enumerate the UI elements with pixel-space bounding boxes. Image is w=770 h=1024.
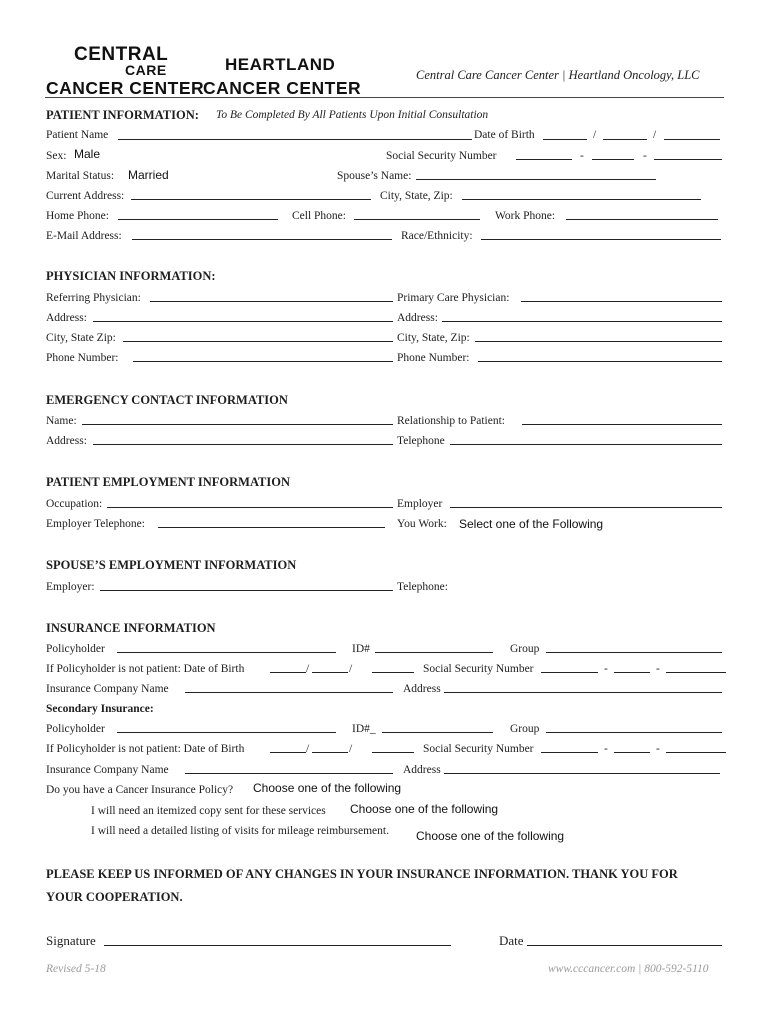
home-phone-label: Home Phone: (46, 210, 109, 222)
emergency-address-label: Address: (46, 435, 87, 447)
secondary-id-label: ID#_ (352, 723, 376, 735)
physician-address-field[interactable] (93, 321, 393, 322)
dob-slash-5: / (306, 743, 310, 755)
secondary-dob-month[interactable] (270, 752, 306, 753)
insurance-company-label: Insurance Company Name (46, 683, 169, 695)
relationship-field[interactable] (522, 424, 722, 425)
sex-label: Sex: (46, 150, 67, 162)
notice-line-2: YOUR COOPERATION. (46, 890, 183, 904)
physician-info-heading: PHYSICIAN INFORMATION: (46, 269, 216, 283)
secondary-address-label: Address (403, 764, 441, 776)
dob-slash-4: / (349, 663, 353, 675)
primary-physician-field[interactable] (521, 301, 722, 302)
dob-slash-3: / (306, 663, 310, 675)
policyholder-dob-day[interactable] (312, 672, 348, 673)
ssn-label: Social Security Number (386, 150, 497, 162)
primary-address-label: Address: (397, 312, 438, 324)
email-field[interactable] (132, 239, 392, 240)
secondary-insurance-label: Secondary Insurance: (46, 703, 154, 715)
logo-heartland-text: HEARTLAND (225, 55, 336, 74)
employer-label: Employer (397, 498, 443, 510)
date-label: Date (499, 933, 524, 948)
mileage-listing-select[interactable]: Choose one of the following (416, 829, 565, 843)
insurance-address-label: Address (403, 683, 441, 695)
spouse-employment-heading: SPOUSE’S EMPLOYMENT INFORMATION (46, 558, 297, 572)
policyholder-dob-month[interactable] (270, 672, 306, 673)
spouse-employer-label: Employer: (46, 581, 95, 593)
marital-status-select[interactable]: Married (128, 168, 169, 182)
marital-status-label: Marital Status: (46, 170, 115, 182)
employer-field[interactable] (450, 507, 722, 508)
emergency-name-label: Name: (46, 415, 77, 427)
policyholder-ssn-2[interactable] (614, 672, 650, 673)
ssn-field-2[interactable] (592, 159, 634, 160)
policyholder-ssn-3[interactable] (666, 672, 726, 673)
insurance-company-field[interactable] (185, 692, 393, 693)
city-state-zip-field[interactable] (462, 199, 701, 200)
physician-city-label: City, State Zip: (46, 332, 116, 344)
ssn-dash-3: - (604, 663, 608, 675)
sex-select[interactable]: Male (74, 147, 101, 161)
secondary-not-patient-label: If Policyholder is not patient: Date of Birth (46, 743, 245, 755)
primary-phone-field[interactable] (478, 361, 722, 362)
id-field[interactable] (375, 652, 493, 653)
physician-phone-label: Phone Number: (46, 352, 119, 364)
city-state-zip-label: City, State, Zip: (380, 190, 453, 202)
group-label: Group (510, 643, 540, 655)
insurance-address-field[interactable] (444, 692, 722, 693)
secondary-ssn-2[interactable] (614, 752, 650, 753)
header-divider (45, 97, 724, 98)
spouse-telephone-label: Telephone: (397, 581, 448, 593)
organization-line: Central Care Cancer Center | Heartland Oncology, LLC (416, 68, 700, 82)
patient-name-field[interactable] (118, 139, 472, 140)
logo-care-text: CARE (125, 62, 167, 78)
revised-note: Revised 5-18 (46, 963, 106, 975)
group-field[interactable] (546, 652, 722, 653)
secondary-dob-day[interactable] (312, 752, 348, 753)
spouse-name-field[interactable] (416, 179, 656, 180)
ssn-field-3[interactable] (654, 159, 722, 160)
physician-city-field[interactable] (123, 341, 393, 342)
secondary-id-field[interactable] (382, 732, 493, 733)
secondary-company-label: Insurance Company Name (46, 764, 169, 776)
emergency-address-field[interactable] (93, 444, 393, 445)
id-label: ID# (352, 643, 370, 655)
ssn-dash-2: - (643, 150, 647, 162)
primary-city-label: City, State, Zip: (397, 332, 470, 344)
secondary-group-label: Group (510, 723, 540, 735)
secondary-ssn-1[interactable] (541, 752, 598, 753)
emergency-telephone-field[interactable] (450, 444, 722, 445)
ssn-dash-5: - (604, 743, 608, 755)
footer-contact: www.cccancer.com | 800-592-5110 (548, 963, 709, 975)
current-address-field[interactable] (131, 199, 371, 200)
occupation-field[interactable] (107, 507, 393, 508)
referring-physician-label: Referring Physician: (46, 292, 141, 304)
occupation-label: Occupation: (46, 498, 103, 510)
primary-physician-label: Primary Care Physician: (397, 292, 510, 304)
cell-phone-field[interactable] (354, 219, 480, 220)
secondary-ssn-3[interactable] (666, 752, 726, 753)
physician-address-label: Address: (46, 312, 87, 324)
logo-cancer-center-text-2: CANCER CENTER (203, 78, 362, 98)
dob-label: Date of Birth (474, 129, 535, 141)
signature-field[interactable] (104, 945, 451, 946)
secondary-policyholder-label: Policyholder (46, 723, 105, 735)
signature-label: Signature (46, 933, 96, 948)
secondary-company-field[interactable] (185, 773, 393, 774)
primary-address-field[interactable] (442, 321, 722, 322)
ssn-field-1[interactable] (516, 159, 572, 160)
policyholder-field[interactable] (117, 652, 336, 653)
spouse-name-label: Spouse’s Name: (337, 170, 412, 182)
insurance-heading: INSURANCE INFORMATION (46, 621, 216, 635)
referring-physician-field[interactable] (150, 301, 393, 302)
ssn-dash-6: - (656, 743, 660, 755)
you-work-select[interactable]: Select one of the Following (459, 517, 604, 531)
you-work-label: You Work: (397, 518, 447, 530)
relationship-label: Relationship to Patient: (397, 415, 505, 427)
mileage-listing-label: I will need a detailed listing of visits for mileage reimbursement. (91, 825, 389, 837)
logo-cancer-center-text: CANCER CENTER (46, 78, 205, 98)
patient-name-label: Patient Name (46, 129, 109, 141)
policyholder-ssn-label: Social Security Number (423, 663, 534, 675)
secondary-dob-year[interactable] (372, 752, 414, 753)
emergency-name-field[interactable] (82, 424, 393, 425)
secondary-policyholder-field[interactable] (117, 732, 336, 733)
secondary-ssn-label: Social Security Number (423, 743, 534, 755)
primary-phone-label: Phone Number: (397, 352, 470, 364)
work-phone-field[interactable] (566, 219, 718, 220)
secondary-group-field[interactable] (546, 732, 722, 733)
dob-day-field[interactable] (603, 139, 647, 140)
emergency-contact-heading: EMERGENCY CONTACT INFORMATION (46, 393, 288, 407)
date-field[interactable] (527, 945, 722, 946)
current-address-label: Current Address: (46, 190, 125, 202)
policyholder-dob-year[interactable] (372, 672, 414, 673)
spouse-employer-field[interactable] (100, 590, 393, 591)
race-field[interactable] (481, 239, 721, 240)
physician-phone-field[interactable] (133, 361, 393, 362)
policyholder-label: Policyholder (46, 643, 105, 655)
dob-month-field[interactable] (543, 139, 587, 140)
employer-telephone-label: Employer Telephone: (46, 518, 145, 530)
cancer-policy-label: Do you have a Cancer Insurance Policy? (46, 784, 234, 796)
cell-phone-label: Cell Phone: (292, 210, 346, 222)
dob-slash-6: / (349, 743, 353, 755)
primary-city-field[interactable] (475, 341, 722, 342)
notice-line-1: PLEASE KEEP US INFORMED OF ANY CHANGES IN YOUR INSURANCE INFORMATION. THANK YOU FOR (46, 867, 678, 881)
employer-telephone-field[interactable] (158, 527, 385, 528)
patient-info-heading: PATIENT INFORMATION: (46, 108, 199, 122)
employment-heading: PATIENT EMPLOYMENT INFORMATION (46, 475, 290, 489)
dob-slash-2: / (653, 129, 657, 141)
secondary-address-field[interactable] (444, 773, 720, 774)
itemized-copy-select[interactable]: Choose one of the following (350, 802, 499, 816)
itemized-copy-label: I will need an itemized copy sent for these services (91, 805, 326, 817)
not-patient-dob-label: If Policyholder is not patient: Date of Birth (46, 663, 245, 675)
home-phone-field[interactable] (118, 219, 278, 220)
ssn-dash: - (580, 150, 584, 162)
policyholder-ssn-1[interactable] (541, 672, 598, 673)
patient-info-subheading: To Be Completed By All Patients Upon Initial Consultation (216, 109, 489, 121)
work-phone-label: Work Phone: (495, 210, 556, 222)
dob-slash: / (593, 129, 597, 141)
cancer-policy-select[interactable]: Choose one of the following (253, 781, 402, 795)
emergency-telephone-label: Telephone (397, 435, 445, 447)
dob-year-field[interactable] (664, 139, 720, 140)
logo-central-text: CENTRAL (74, 44, 169, 65)
ssn-dash-4: - (656, 663, 660, 675)
race-label: Race/Ethnicity: (401, 230, 473, 242)
email-label: E-Mail Address: (46, 230, 122, 242)
